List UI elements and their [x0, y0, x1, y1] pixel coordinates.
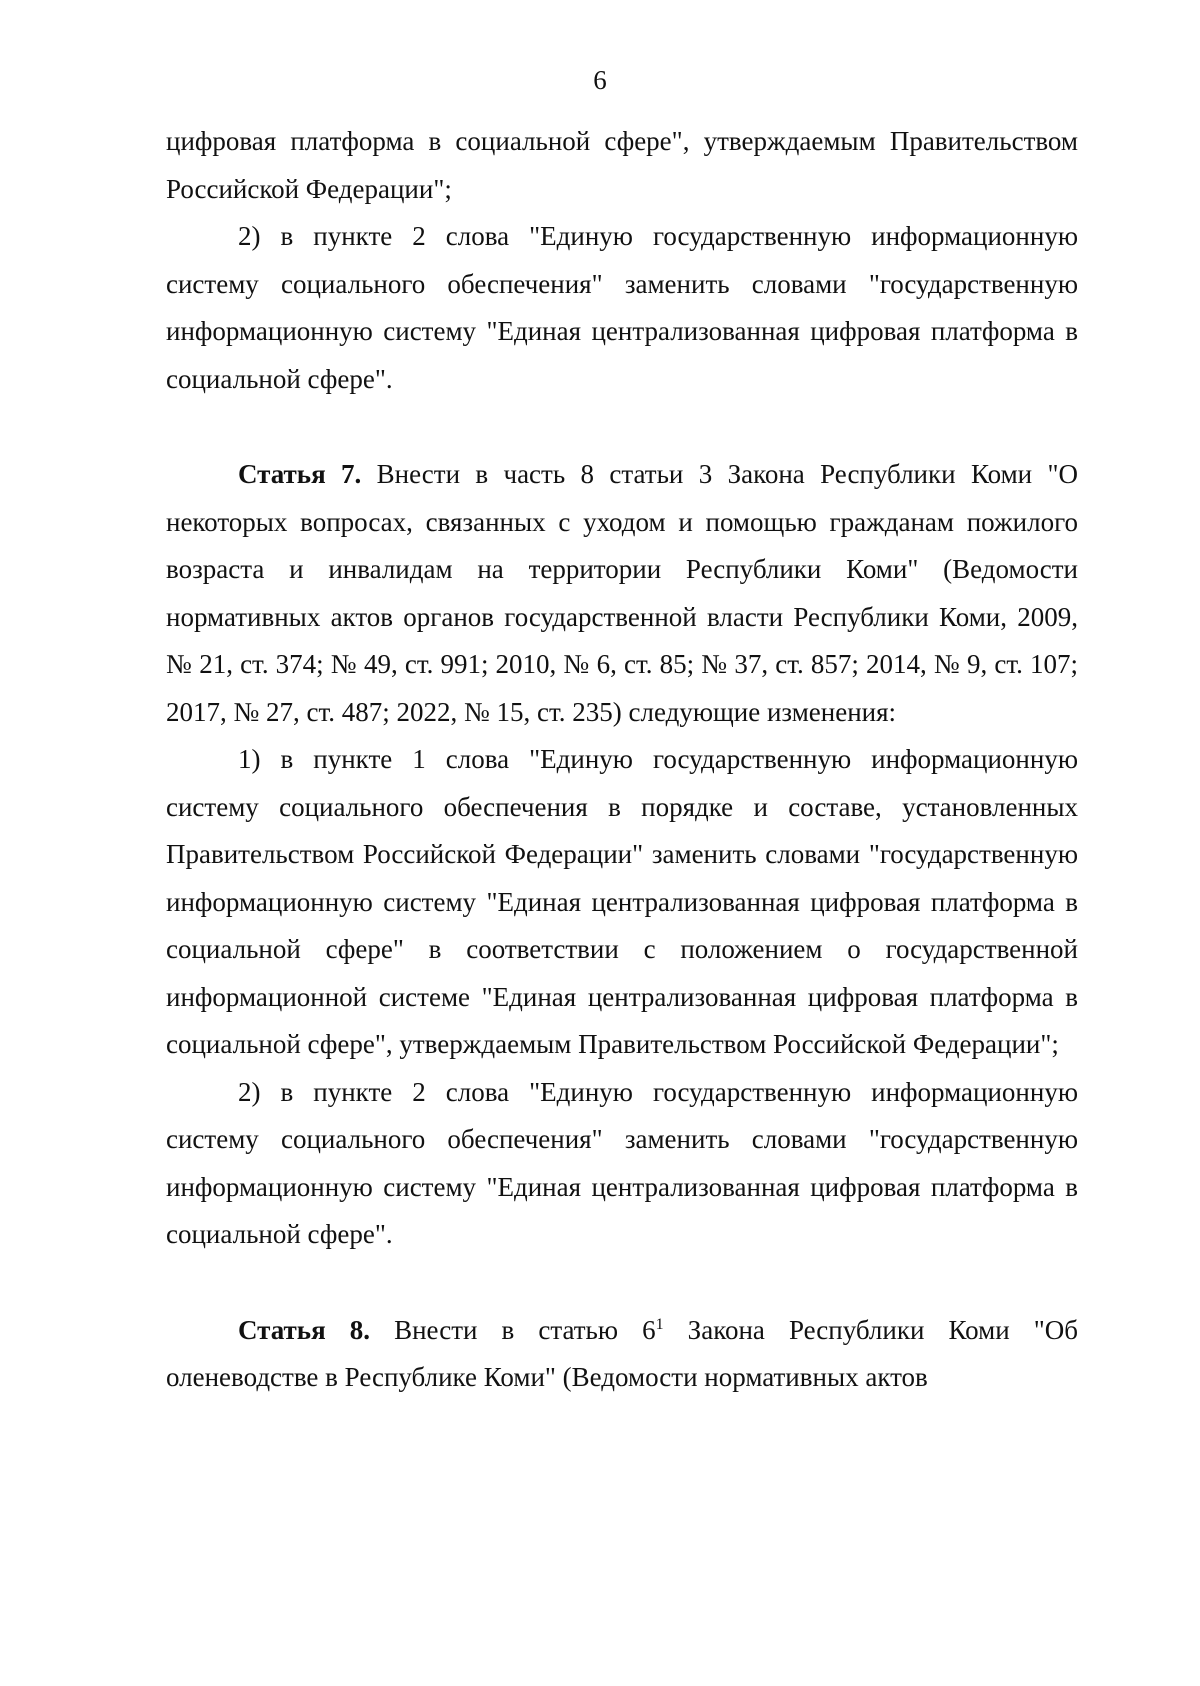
article-8-paragraph	[166, 1307, 1078, 1402]
article-8-text-end: Закона Республики Коми "Об оленеводстве в Республике Коми" (Ведомости нормативных актов	[166, 1314, 1078, 1392]
paragraph-item-1: 1) в пункте 1 слова "Единую государственную информационную систему социального обеспечения в порядке и составе, установленных Правительством Российской Федерации" заменить словами "государственную информационную систему "Единая централизованная цифровая платформа в социальной сфере" в соответствии с положением о государственной информационной системе "Единая централизованная цифровая платформа в социальной сфере", утверждаемым Правительством Российской Федерации";	[166, 744, 1078, 1059]
article-7-text: Внести в часть 8 статьи 3 Закона Республики Коми "О некоторых вопросах, связанных с уходом и помощью гражданам пожилого возраста и инвалидам на территории Республики Коми" (Ведомости нормативных актов органов государственной власти Республики Коми, 2009, № 21, ст. 374; № 49, ст. 991; 2010, № 6, ст. 85; № 37, ст. 857; 2014, № 9, ст. 107; 2017, № 27, ст. 487; 2022, № 15, ст. 235) следующие изменения:	[166, 459, 1079, 727]
page-number: 6	[593, 65, 607, 95]
article-7-paragraph	[166, 451, 1078, 736]
article-8-text-start: Внести в статью 6	[370, 1314, 656, 1345]
document-body	[166, 118, 1078, 1402]
article-7-heading: Статья 7.	[238, 459, 362, 489]
article-8-heading: Статья 8.	[238, 1314, 371, 1345]
paragraph-item-2: 2) в пункте 2 слова "Единую государственную информационную систему социального обеспечения" заменить словами "государственную информационную систему "Единая централизованная цифровая платформа в социальной сфере".	[166, 221, 1078, 394]
paragraph-continuation: цифровая платформа в социальной сфере", утверждаемым Правительством Российской Федерации";	[166, 126, 1078, 204]
paragraph-item-2-second: 2) в пункте 2 слова "Единую государственную информационную систему социального обеспечения" заменить словами "государственную информационную систему "Единая централизованная цифровая платформа в социальной сфере".	[166, 1076, 1078, 1249]
article-8-superscript: 1	[655, 1315, 664, 1333]
